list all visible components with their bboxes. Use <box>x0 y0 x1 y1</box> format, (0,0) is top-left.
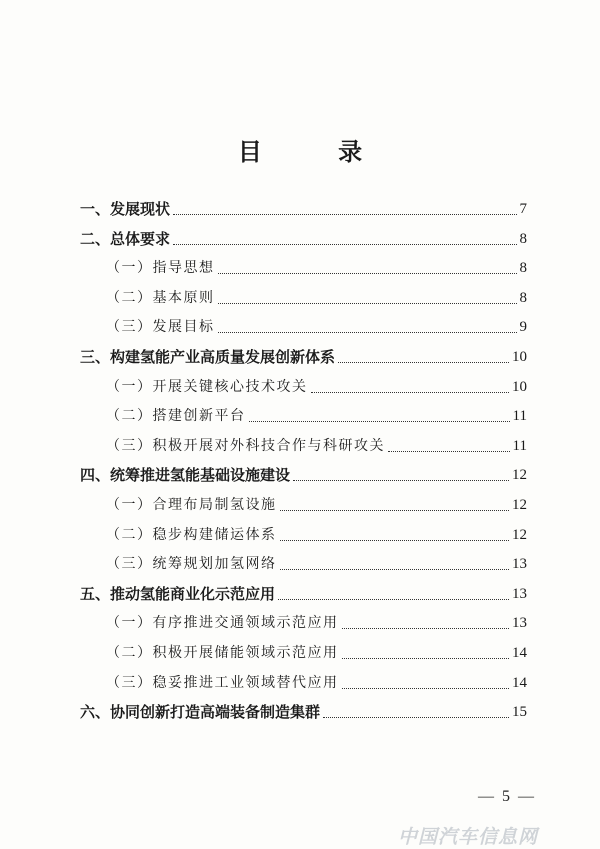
toc-entry-page: 12 <box>512 526 527 543</box>
toc-entry[interactable] <box>80 463 527 487</box>
watermark: 中国汽车信息网 <box>398 826 539 848</box>
toc-leader-dots <box>278 599 509 600</box>
toc-entry-label: （三）统筹规划加氢网络 <box>106 556 277 573</box>
toc-entry[interactable] <box>80 197 527 221</box>
toc-leader-dots <box>342 628 510 629</box>
toc-entry-page: 15 <box>512 704 527 721</box>
toc-entry-label: 六、协同创新打造高端装备制造集群 <box>80 703 321 722</box>
toc-leader-dots <box>173 244 516 245</box>
toc-leader-dots <box>280 569 510 570</box>
toc-entry-page: 8 <box>519 230 527 247</box>
toc-entry-label: 五、推动氢能商业化示范应用 <box>80 584 276 603</box>
toc-entry-page: 9 <box>519 319 527 336</box>
toc-entry[interactable] <box>106 375 527 399</box>
toc-leader-dots <box>323 717 509 718</box>
toc-entry[interactable] <box>80 345 527 369</box>
toc-leader-dots <box>218 273 517 274</box>
toc-entry-page: 10 <box>512 349 527 365</box>
toc-entry-label: （二）稳步构建储运体系 <box>106 526 277 543</box>
toc-entry-page: 11 <box>512 437 527 454</box>
toc-leader-dots <box>338 362 509 363</box>
toc-entry-page: 14 <box>512 674 527 691</box>
toc-leader-dots <box>218 332 517 333</box>
toc-entry-page: 13 <box>512 615 527 632</box>
toc-entry[interactable] <box>106 286 527 310</box>
toc-entry[interactable] <box>106 315 527 339</box>
toc-entry-page: 10 <box>512 378 527 395</box>
toc-leader-dots <box>249 421 510 422</box>
toc-entry-label: （三）稳妥推进工业领域替代应用 <box>106 674 339 691</box>
toc-entry-label: （二）基本原则 <box>106 289 215 306</box>
toc-entry-label: （一）开展关键核心技术攻关 <box>106 378 308 395</box>
toc-entry-label: （三）积极开展对外科技合作与科研攻关 <box>106 437 385 454</box>
toc-leader-dots <box>388 451 510 452</box>
toc-entry-page: 12 <box>512 497 527 513</box>
toc-entry-page: 8 <box>519 289 527 306</box>
toc-entry-page: 14 <box>512 645 527 661</box>
toc-entry-label: （二）积极开展储能领域示范应用 <box>106 645 339 661</box>
toc-entry-label: （一）指导思想 <box>106 260 215 277</box>
toc-entry-label: （二）搭建创新平台 <box>106 408 246 425</box>
toc-entry[interactable] <box>106 256 527 280</box>
toc-entry[interactable] <box>106 641 527 665</box>
toc-leader-dots <box>311 392 510 393</box>
toc-entry[interactable] <box>106 523 527 547</box>
toc-entry-page: 12 <box>512 467 527 484</box>
toc-entry[interactable] <box>80 700 527 724</box>
toc-entry-label: （三）发展目标 <box>106 319 215 336</box>
toc-entry-page: 13 <box>512 585 527 602</box>
toc-entry[interactable] <box>106 671 527 695</box>
toc-entry[interactable] <box>80 582 527 606</box>
toc-entry-label: 一、发展现状 <box>80 200 171 218</box>
toc-entry-label: 二、总体要求 <box>80 229 171 248</box>
toc-entry-label: 三、构建氢能产业高质量发展创新体系 <box>80 348 336 366</box>
toc-leader-dots <box>280 510 510 511</box>
toc-entry[interactable] <box>106 404 527 428</box>
toc-entry-label: （一）合理布局制氢设施 <box>106 497 277 513</box>
toc-entry[interactable] <box>106 611 527 635</box>
toc-leader-dots <box>173 214 516 215</box>
toc-leader-dots <box>342 658 510 659</box>
toc-leader-dots <box>218 303 517 304</box>
toc-entry[interactable] <box>106 493 527 517</box>
page-title: 目 录 <box>237 138 397 166</box>
toc-leader-dots <box>293 480 509 481</box>
toc-entry-page: 11 <box>512 408 527 425</box>
page-number: — 5 — <box>478 788 536 805</box>
toc-entry-page: 13 <box>512 556 527 573</box>
toc-entry[interactable] <box>106 434 527 458</box>
toc-entry-page: 7 <box>519 201 527 217</box>
toc-entry[interactable] <box>80 227 527 251</box>
toc-entry-label: （一）有序推进交通领域示范应用 <box>106 615 339 632</box>
toc-leader-dots <box>342 688 510 689</box>
toc-entry[interactable] <box>106 552 527 576</box>
toc-leader-dots <box>280 540 510 541</box>
toc-entry-page: 8 <box>519 260 527 277</box>
toc-entry-label: 四、统筹推进氢能基础设施建设 <box>80 466 291 485</box>
